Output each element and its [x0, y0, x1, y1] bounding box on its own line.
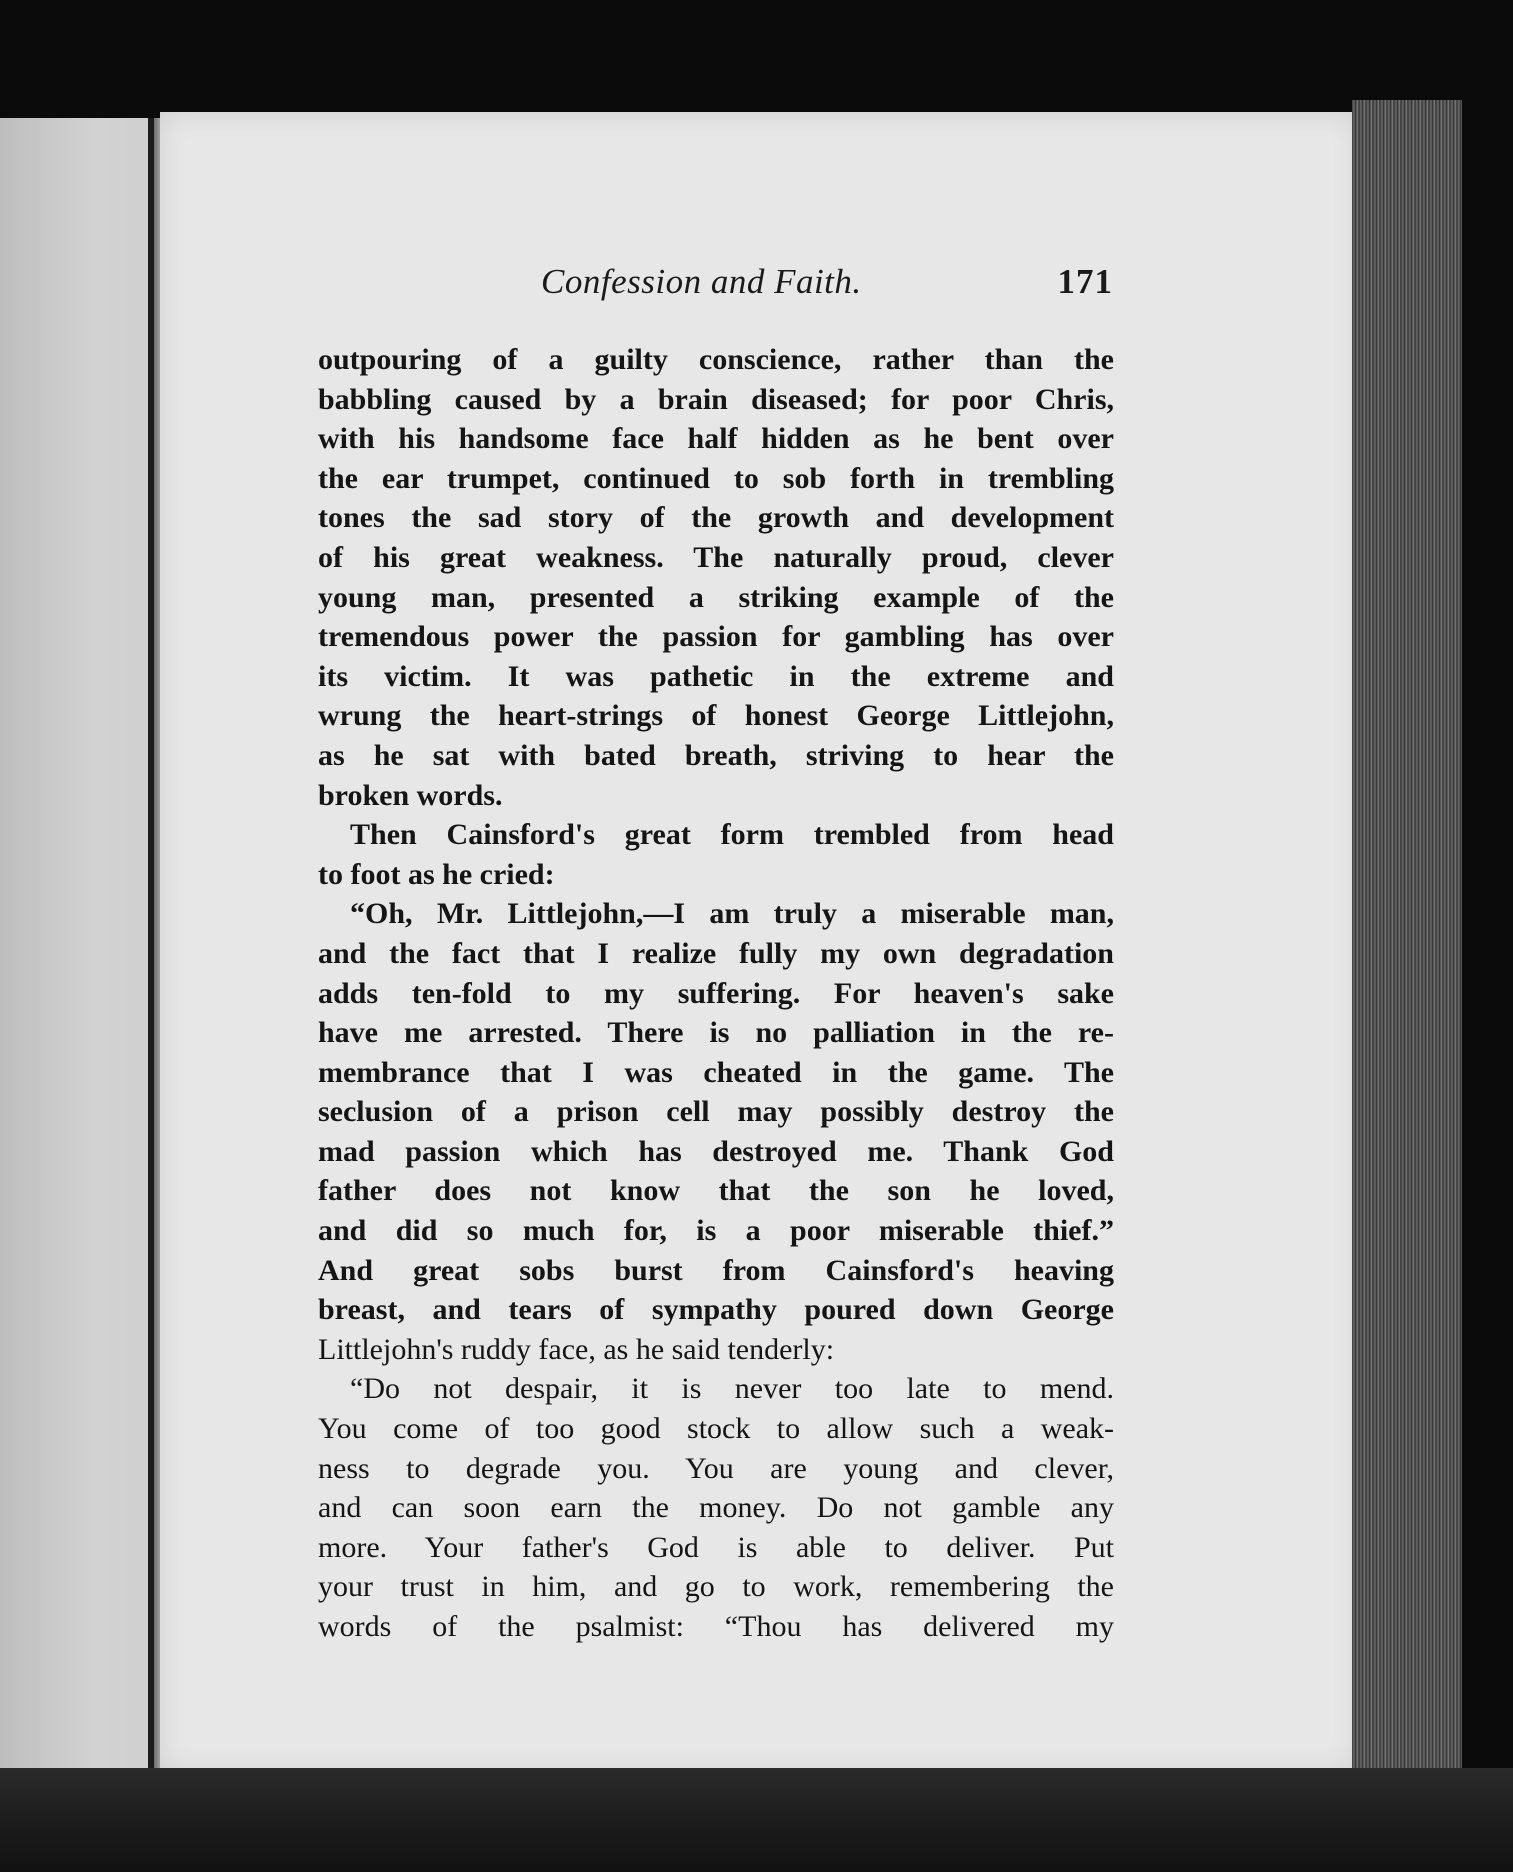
page-block-edge — [1352, 100, 1462, 1790]
text-line: of his great weakness. The naturally proud, clever — [318, 540, 1114, 574]
page-body-text — [318, 340, 1114, 1647]
text-line: tones the sad story of the growth and development — [318, 501, 1114, 535]
text-line: father does not know that the son he loved, — [318, 1174, 1114, 1208]
text-line: words of the psalmist: “Thou has delivered my — [318, 1610, 1114, 1643]
text-line: And great sobs burst from Cainsford's heaving — [318, 1253, 1114, 1287]
text-line: its victim. It was pathetic in the extreme and — [318, 659, 1114, 693]
text-line: “Oh, Mr. Littlejohn,—I am truly a miserable man, — [350, 897, 1114, 931]
text-line: have me arrested. There is no palliation in the re- — [318, 1016, 1114, 1050]
text-line: breast, and tears of sympathy poured down George — [318, 1293, 1114, 1327]
text-line: tremendous power the passion for gambling has over — [318, 620, 1114, 654]
scan-bottom-edge — [0, 1768, 1513, 1872]
text-line: broken words. — [318, 778, 503, 812]
text-line: ness to degrade you. You are young and clever, — [318, 1451, 1114, 1485]
page-number: 171 — [1057, 262, 1113, 301]
text-line: seclusion of a prison cell may possibly destroy the — [318, 1095, 1114, 1129]
text-line: and did so much for, is a poor miserable thief.” — [318, 1214, 1114, 1248]
facing-page-margin — [0, 118, 158, 1768]
text-line: outpouring of a guilty conscience, rather than the — [318, 343, 1114, 376]
text-line: young man, presented a striking example of the — [318, 580, 1114, 614]
running-title: Confession and Faith. — [541, 262, 862, 301]
text-line: Littlejohn's ruddy face, as he said tenderly: — [318, 1332, 835, 1366]
text-line: and the fact that I realize fully my own degradation — [318, 936, 1114, 970]
text-line: “Do not despair, it is never too late to mend. — [350, 1372, 1114, 1406]
text-line: to foot as he cried: — [318, 857, 555, 891]
running-header — [541, 262, 1113, 312]
text-line: mad passion which has destroyed me. Thank God — [318, 1134, 1114, 1168]
text-line: as he sat with bated breath, striving to hear the — [318, 738, 1114, 772]
text-line: adds ten-fold to my suffering. For heaven's sake — [318, 976, 1114, 1010]
text-line: Then Cainsford's great form trembled from head — [350, 818, 1114, 852]
text-line: more. Your father's God is able to deliver. Put — [318, 1530, 1114, 1564]
text-line: membrance that I was cheated in the game. The — [318, 1055, 1114, 1089]
text-line: babbling caused by a brain diseased; for poor Chris, — [318, 382, 1114, 416]
text-line: your trust in him, and go to work, remembering the — [318, 1570, 1114, 1604]
text-line: wrung the heart-strings of honest George Littlejohn, — [318, 699, 1114, 733]
text-line: the ear trumpet, continued to sob forth in trembling — [318, 461, 1114, 495]
text-line: and can soon earn the money. Do not gamble any — [318, 1491, 1114, 1525]
text-line: with his handsome face half hidden as he bent over — [318, 422, 1114, 456]
text-line: You come of too good stock to allow such a weak- — [318, 1412, 1114, 1446]
